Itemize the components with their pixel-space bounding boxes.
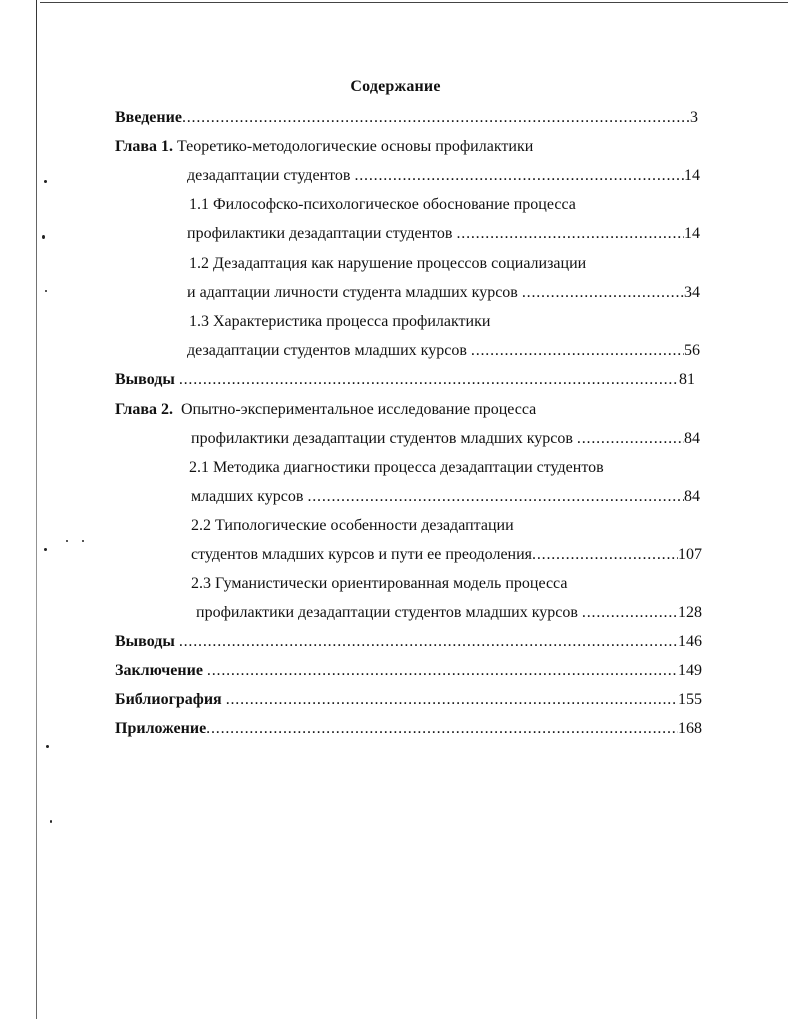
leader-dots (582, 603, 678, 623)
page-number: 149 (678, 662, 702, 679)
page-number: 81 (679, 371, 695, 388)
leader-dots (179, 370, 679, 390)
toc-label: Приложение (115, 720, 207, 737)
toc-label: профилактики дезадаптации студентов младших курсов (196, 604, 578, 621)
leader-dots (179, 632, 678, 652)
scan-edge-left (36, 0, 37, 1019)
toc-entry-1-1[interactable] (189, 195, 576, 215)
toc-title: Содержание (350, 78, 441, 95)
page-number: 56 (684, 342, 700, 359)
scan-speck (46, 745, 49, 748)
toc-entry-1-3[interactable] (189, 312, 490, 332)
toc-label: Выводы (115, 371, 175, 388)
toc-entry-2-2-cont[interactable] (191, 545, 702, 565)
toc-label: Выводы (115, 633, 175, 650)
toc-label: Библиография (115, 691, 222, 708)
toc-entry-2-3[interactable] (191, 574, 567, 594)
page-number: 128 (678, 604, 702, 621)
leader-dots (182, 108, 690, 128)
toc-entry-chapter-2-cont[interactable] (191, 429, 700, 449)
toc-entry-1-2[interactable] (189, 254, 586, 274)
page-number: 84 (684, 430, 700, 447)
toc-label: 2.3 Гуманистически ориентированная модель процесса (191, 575, 568, 592)
page-number: 146 (678, 633, 702, 650)
leader-dots (354, 166, 684, 186)
scan-speck (66, 540, 68, 542)
toc-label: 2.1 Методика диагностики процесса дезадаптации студентов (189, 459, 604, 476)
toc-entry-intro[interactable] (115, 108, 698, 128)
page-number: 168 (678, 720, 702, 737)
toc-label: 2.2 Типологические особенности дезадаптации (191, 517, 514, 534)
chapter-prefix: Глава 1. (115, 138, 173, 155)
leader-dots (522, 283, 684, 303)
scan-speck (42, 235, 45, 239)
toc-entry-chapter-2[interactable] (115, 400, 536, 420)
toc-label: Теоретико-методологические основы профилактики (177, 138, 534, 155)
leader-dots (456, 224, 684, 244)
toc-label: студентов младших курсов и пути ее преодоления (191, 546, 533, 563)
toc-label: Опытно-экспериментальное исследование процесса (181, 401, 537, 418)
leader-dots (532, 545, 678, 565)
toc-entry-conclusion[interactable] (115, 661, 702, 681)
page-number: 14 (684, 225, 700, 242)
toc-entry-bibliography[interactable] (115, 690, 702, 710)
toc-label: профилактики дезадаптации студентов младших курсов (191, 430, 573, 447)
toc-label: младших курсов (191, 488, 304, 505)
toc-label: 1.2 Дезадаптация как нарушение процессов социализации (189, 255, 587, 272)
scan-speck (44, 548, 47, 551)
toc-entry-2-2[interactable] (191, 516, 514, 536)
chapter-prefix: Глава 2. (115, 401, 173, 418)
toc-entry-chapter-1-cont[interactable] (187, 166, 700, 186)
toc-entry-1-3-cont[interactable] (187, 341, 700, 361)
toc-label: Введение (115, 109, 182, 126)
toc-label: дезадаптации студентов (187, 167, 351, 184)
toc-entry-2-3-cont[interactable] (196, 603, 702, 623)
page-number: 14 (684, 167, 700, 184)
leader-dots (206, 719, 678, 739)
toc-entry-chapter-1[interactable] (115, 137, 533, 157)
leader-dots (471, 341, 684, 361)
toc-label: и адаптации личности студента младших курсов (187, 284, 518, 301)
scan-speck (82, 540, 84, 542)
toc-entry-appendix[interactable] (115, 719, 702, 739)
page-number: 155 (678, 691, 702, 708)
leader-dots (577, 429, 684, 449)
toc-label: 1.1 Философско-психологическое обоснование процесса (189, 196, 576, 213)
scan-speck (45, 290, 47, 292)
toc-label: Заключение (115, 662, 203, 679)
toc-entry-1-1-cont[interactable] (187, 224, 700, 244)
toc-label: дезадаптации студентов младших курсов (187, 342, 467, 359)
page-number: 34 (684, 284, 700, 301)
scan-edge-top (40, 2, 788, 3)
toc-entry-1-2-cont[interactable] (187, 283, 700, 303)
scan-speck (50, 820, 52, 823)
page-number: 84 (684, 488, 700, 505)
leader-dots (226, 690, 678, 710)
toc-label: профилактики дезадаптации студентов (187, 225, 453, 242)
toc-entry-2-1-cont[interactable] (191, 487, 700, 507)
page-number: 3 (690, 109, 698, 126)
leader-dots (207, 661, 678, 681)
toc-label: 1.3 Характеристика процесса профилактики (189, 313, 491, 330)
leader-dots (307, 487, 684, 507)
toc-entry-conclusions-1[interactable] (115, 370, 695, 390)
toc-entry-conclusions-2[interactable] (115, 632, 702, 652)
scan-speck (44, 180, 47, 183)
page-number: 107 (678, 546, 702, 563)
toc-entry-2-1[interactable] (189, 458, 604, 478)
